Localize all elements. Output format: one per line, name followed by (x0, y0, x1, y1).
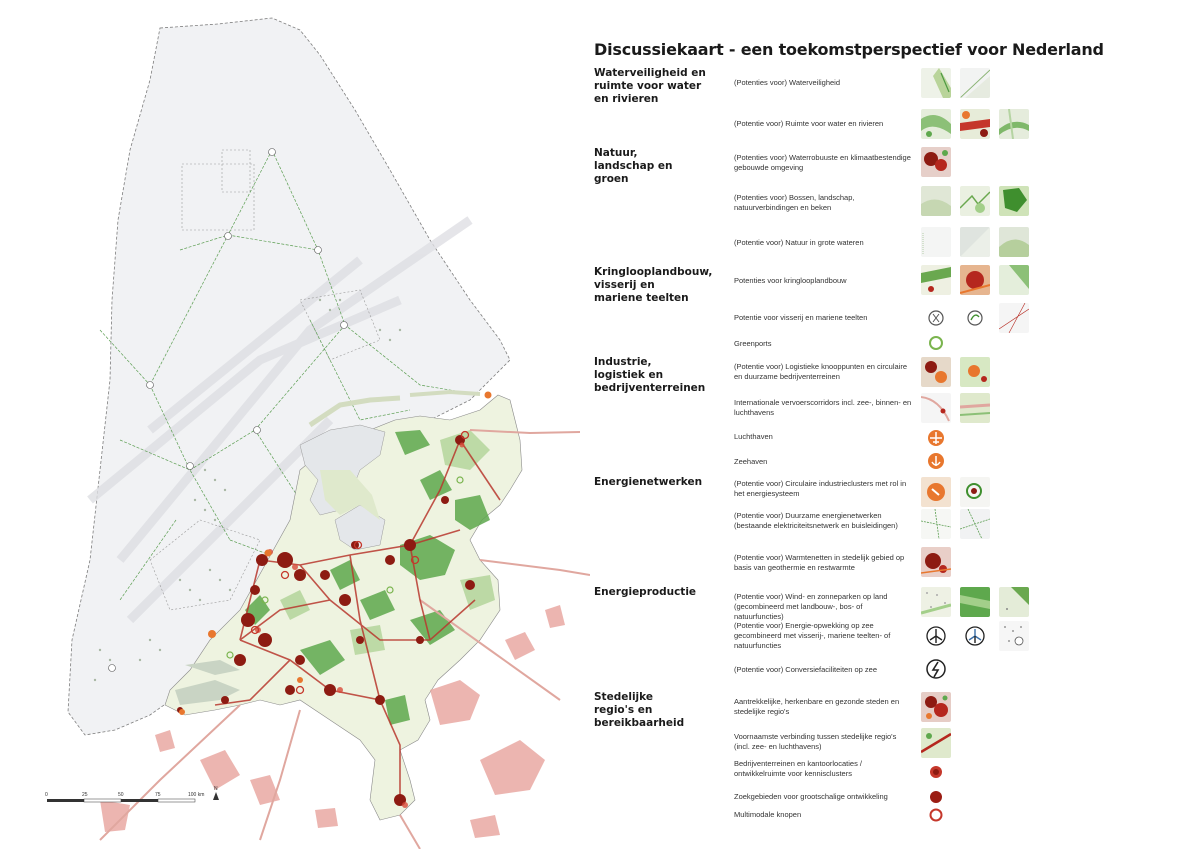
legend-label: Zeehaven (734, 457, 768, 466)
category-energy-networks: Energienetwerken (594, 476, 703, 488)
legend-label: Potentie voor visserij en mariene teelten (734, 313, 868, 322)
swatch-climate-built-icon (921, 147, 951, 177)
swatch-wind-solar-land-c-icon (999, 587, 1029, 617)
legend-label: (Potenties voor) Waterveiligheid (734, 78, 841, 87)
swatch-nature-water-a-icon (921, 227, 951, 257)
swatch-main-connection-icon (921, 728, 951, 758)
scale-bar (45, 786, 219, 802)
legend-label: Luchthaven (734, 432, 773, 441)
swatch-logistics-b-icon (960, 357, 990, 387)
legend-label: Potenties voor kringlooplandbouw (734, 276, 847, 285)
legend-label: (Potentie voor) Warmtenetten in stedelijk gebied op basis van geothermie en restwarmte (734, 553, 905, 572)
swatch-logistics-a-icon (921, 357, 951, 387)
swatch-cities-icon (921, 692, 951, 722)
legend-label: (Potenties voor) Waterrobuuste en klimaatbestendige gebouwde omgeving (734, 153, 911, 172)
swatch-river-space-b-icon (960, 109, 990, 139)
swatch-corridors-a-icon (921, 393, 951, 423)
multimodal-ring-icon (921, 800, 951, 830)
greenport-ring-icon (921, 328, 951, 358)
scale-tick-25: 25 (82, 792, 88, 798)
legend-label: Bedrijventerreinen en kantoorlocaties / ontwikkelruimte voor kennisclusters (734, 759, 862, 778)
swatch-forest-c-icon (999, 186, 1029, 216)
legend-label: (Potentie voor) Circulaire industrieclusters met rol in het energiesysteem (734, 479, 907, 498)
swatch-nature-water-c-icon (999, 227, 1029, 257)
swatch-fishery-lines-icon (999, 303, 1029, 333)
north-arrow-icon (213, 792, 219, 800)
legend-label: (Potentie voor) Duurzame energienetwerken (bestaande elektriciteitsnetwerk en buisleidingen) (734, 511, 898, 530)
swatch-water-safety-b-icon (960, 68, 990, 98)
category-agriculture: Kringlooplandbouw, visserij en mariene teelten (594, 266, 713, 304)
legend-label: Voornaamste verbinding tussen stedelijke regio's (incl. zee- en luchthavens) (734, 732, 897, 751)
north-label: N (214, 786, 218, 792)
wind-turbine-icon (921, 621, 951, 651)
legend-label: (Potentie voor) Energie-opwekking op zee gecombineerd met visserij-, mariene teelten- of natuurfuncties (734, 621, 891, 650)
scale-tick-100: 100 km (188, 792, 205, 798)
swatch-wind-solar-land-b-icon (960, 587, 990, 617)
legend-label: Zoekgebieden voor grootschalige ontwikkeling (734, 792, 888, 801)
swatch-forest-b-icon (960, 186, 990, 216)
legend-panel (590, 0, 1200, 849)
swatch-industry-cluster-b-icon (960, 477, 990, 507)
netherlands-map (0, 0, 590, 849)
swatch-corridors-b-icon (960, 393, 990, 423)
category-urban-regions: Stedelijke regio's en bereikbaarheid (594, 691, 685, 729)
swatch-wind-solar-land-a-icon (921, 587, 951, 617)
page-title: Discussiekaart - een toekomstperspectief voor Nederland (594, 40, 1104, 59)
swatch-river-space-c-icon (999, 109, 1029, 139)
swatch-heat-network-icon (921, 547, 951, 577)
swatch-river-space-a-icon (921, 109, 951, 139)
swatch-nature-water-b-icon (960, 227, 990, 257)
swatch-water-safety-a-icon (921, 68, 951, 98)
seaport-icon (921, 446, 951, 476)
legend-label: (Potentie voor) Wind- en zonneparken op land (gecombineerd met landbouw-, bos- of natuurfuncties) (734, 592, 888, 621)
legend-label: (Potentie voor) Logistieke knooppunten en circulaire en duurzame bedrijventerreinen (734, 362, 908, 381)
legend-label: (Potentie voor) Conversiefaciliteiten op zee (734, 665, 877, 674)
marine-culture-icon (960, 303, 990, 333)
swatch-energy-network-a-icon (921, 509, 951, 539)
swatch-energy-network-b-icon (960, 509, 990, 539)
scale-tick-0: 0 (45, 792, 48, 798)
scale-tick-75: 75 (155, 792, 161, 798)
legend-label: Internationale vervoerscorridors incl. zee-, binnen- en luchthavens (734, 398, 912, 417)
swatch-circular-agri-c-icon (999, 265, 1029, 295)
swatch-circular-agri-b-icon (960, 265, 990, 295)
swatch-forest-a-icon (921, 186, 951, 216)
legend-label: Multimodale knopen (734, 810, 802, 819)
legend-label: Greenports (734, 339, 772, 348)
category-industry: Industrie, logistiek en bedrijventerreinen (594, 356, 706, 394)
legend-label: (Potenties voor) Bossen, landschap, natuurverbindingen en beken (734, 193, 855, 212)
wind-turbine-alt-icon (960, 621, 990, 651)
legend-label: (Potentie voor) Natuur in grote wateren (734, 238, 864, 247)
legend-label: (Potentie voor) Ruimte voor water en rivieren (734, 119, 884, 128)
category-energy-production: Energieproductie (594, 586, 697, 598)
swatch-industry-cluster-a-icon (921, 477, 951, 507)
conversion-icon (921, 654, 951, 684)
category-nature: Natuur, landschap en groen (594, 147, 673, 185)
scale-tick-50: 50 (118, 792, 124, 798)
legend-label: Aantrekkelijke, herkenbare en gezonde steden en stedelijke regio's (734, 697, 900, 716)
swatch-circular-agri-a-icon (921, 265, 951, 295)
category-water-safety: Waterveiligheid en ruimte voor water en rivieren (594, 67, 706, 105)
swatch-offshore-energy-icon (999, 621, 1029, 651)
